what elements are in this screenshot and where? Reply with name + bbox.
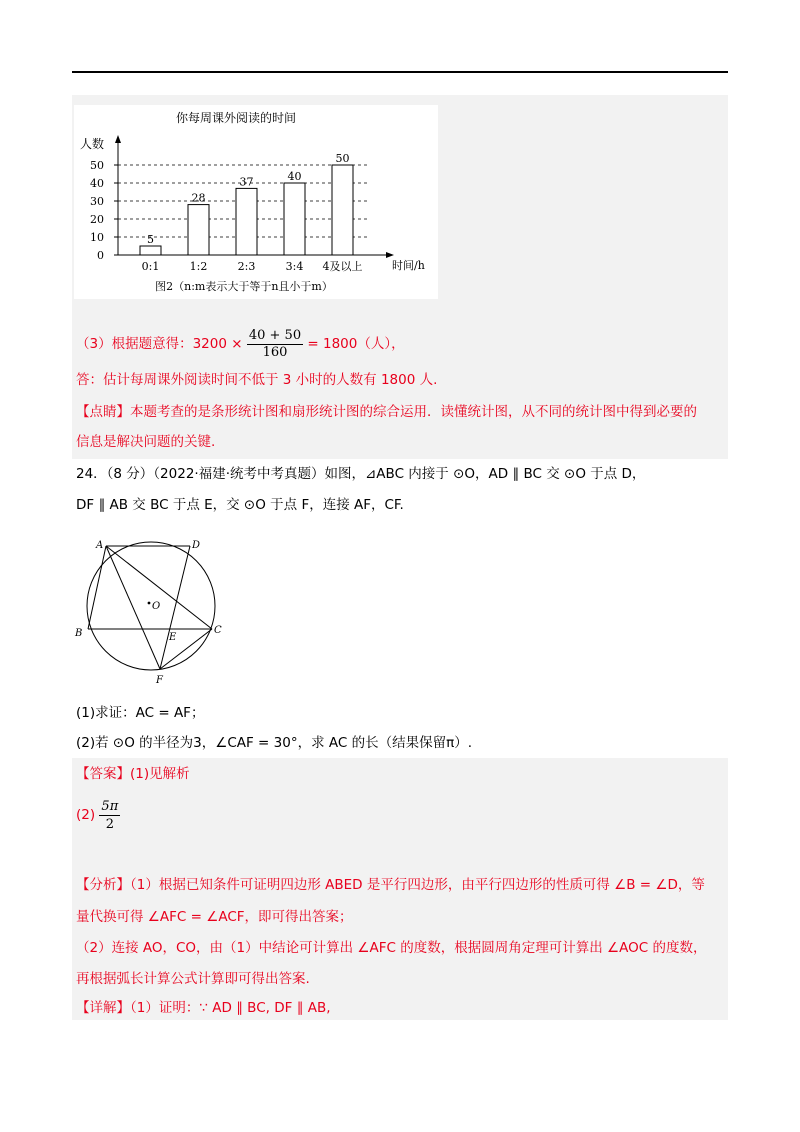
answer-1: 【答案】(1)见解析 [76,766,190,782]
label-b: B [75,628,83,639]
y-tick-label-20: 20 [90,213,104,226]
subquestion-2: (2)若 ⊙O 的半径为3，∠CAF = 30°，求 AC 的长（结果保留π）. [76,735,473,751]
answer-2-den: 2 [105,816,114,832]
detail-line-1: 【详解】（1）证明：∵ AD ∥ BC, DF ∥ AB, [76,1000,331,1016]
y-axis-label: 人数 [80,137,105,151]
q24-line-2: DF ∥ AB 交 BC 于点 E，交 ⊙O 于点 F，连接 AF，CF. [76,497,404,513]
answer3-fraction [247,328,303,361]
answer3-prefix: （3）根据题意得：3200 × [76,336,243,352]
circle-figure [72,536,232,688]
circle-o [87,542,215,670]
analysis-line-2: 量代换可得 ∠AFC = ∠ACF，即可得出答案； [76,909,353,925]
comment-line-1: 【点睛】本题考查的是条形统计图和扇形统计图的综合运用．读懂统计图，从不同的统计图中得到必要的 [76,404,697,420]
bar-value-label-0: 5 [147,233,154,246]
answer-2-num: 5π [101,798,119,814]
x-tick-label-0: 0:1 [141,260,160,273]
x-axis-label: 时间/h [392,259,425,272]
label-f: F [156,675,163,686]
chart-title: 你每周课外阅读的时间 [175,111,297,125]
chart-caption: 图2（n:m表示大于等于n且小于m） [155,280,333,293]
label-a: A [96,540,104,551]
answer-2-prefix: (2) [76,807,96,823]
x-tick-label-3: 3:4 [285,260,304,273]
answer3-suffix: = 1800（人）， [307,336,405,352]
segment-ab [88,546,106,629]
segment-df [160,546,190,669]
y-tick-label-0: 0 [97,249,104,262]
x-tick-label-4: 4及以上 [322,260,363,273]
analysis-line-3: （2）连接 AO，CO，由（1）中结论可计算出 ∠AFC 的度数，根据圆周角定理可计算出 ∠AOC 的度数， [76,940,707,956]
y-tick-label-30: 30 [90,195,104,208]
answer-2 [76,794,120,836]
bar-0 [140,246,161,255]
y-axis-arrow [115,135,121,143]
label-o: O [152,601,161,612]
bar-value-label-3: 40 [287,170,302,183]
comment-line-2: 信息是解决问题的关键. [76,434,216,450]
bar-2 [236,188,257,255]
bar-3 [284,183,305,255]
y-tick-label-40: 40 [90,177,104,190]
y-tick-label-10: 10 [90,231,104,244]
center-point [148,602,151,605]
segment-ac [106,546,212,629]
header-rule [72,71,728,73]
x-tick-label-1: 1:2 [189,260,208,273]
analysis-line-1: 【分析】（1）根据已知条件可证明四边形 ABED 是平行四边形，由平行四边形的性质可得 ∠B = ∠D，等 [76,877,705,893]
bar-value-label-4: 50 [335,152,350,165]
y-tick-label-50: 50 [90,159,104,172]
answer3-frac-den: 160 [262,344,288,360]
answer3-line [76,324,405,364]
chart-card [74,105,438,299]
label-d: D [192,540,201,551]
analysis-line-4: 再根据弧长计算公式计算即可得出答案. [76,971,310,987]
answer-2-fraction [99,798,120,833]
x-axis-arrow [386,252,394,258]
subquestion-1: (1)求证：AC = AF； [76,705,205,721]
q24-line-1: 24．（8 分）（2022·福建·统考中考真题）如图，⊿ABC 内接于 ⊙O，AD ∥ BC 交 ⊙O 于点 D， [76,466,646,482]
bar-chart [74,105,438,299]
label-e: E [169,632,177,643]
answer3-frac-num: 40 + 50 [248,327,302,343]
x-tick-label-2: 2:3 [237,260,256,273]
bar-4 [332,165,353,255]
label-c: C [214,625,222,636]
bar-value-label-1: 28 [191,191,206,205]
answer3-conclusion: 答：估计每周课外阅读时间不低于 3 小时的人数有 1800 人. [76,372,438,388]
bar-1 [188,205,209,255]
bar-value-label-2: 37 [239,175,254,189]
